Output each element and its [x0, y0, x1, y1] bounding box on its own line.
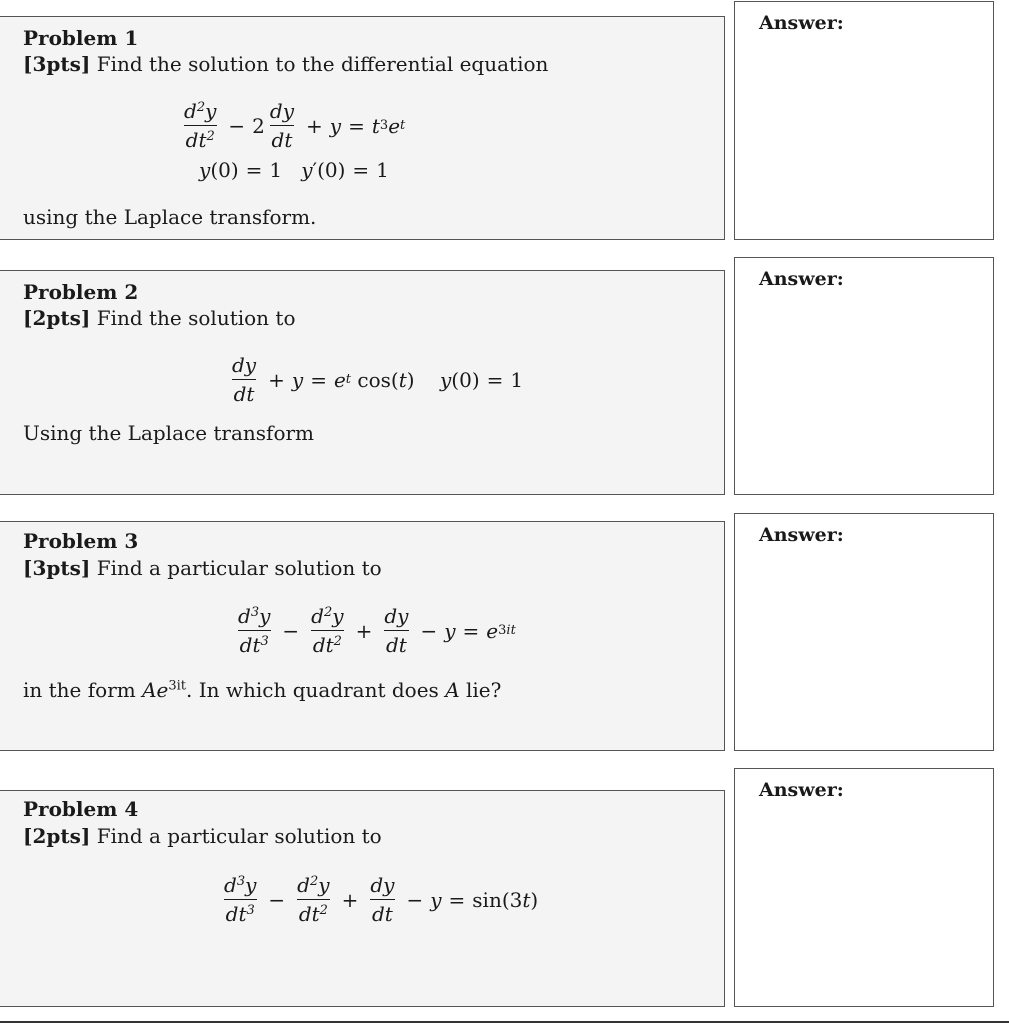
- problem-1-statement: [23, 52, 548, 76]
- problem-3-equation: $\frac{d^3y}{dt^3}$ − $\frac{d^2y}{dt^2}$ + $\frac{dy}{dt}$ − y = e 3it: [238, 604, 516, 657]
- answer-box-3[interactable]: [734, 513, 994, 751]
- problem-3-footer: in the form $Ae^{3it}$. In which quadrant does A lie?: [23, 678, 502, 702]
- problem-1-box: [0, 16, 725, 240]
- problem-3-title: Problem 3: [23, 529, 139, 553]
- problem-2-points: [2pts]: [23, 306, 91, 330]
- answer-box-2[interactable]: [734, 257, 994, 495]
- problem-2-prompt: Find the solution to: [96, 306, 296, 330]
- problem-1-conditions: y (0) = 1 y ′(0) = 1: [199, 158, 389, 182]
- answer-label: Answer:: [759, 268, 844, 290]
- answer-label: Answer:: [759, 12, 844, 34]
- answer-label: Answer:: [759, 524, 844, 546]
- problem-2-box: [0, 270, 725, 495]
- problem-1-points: [3pts]: [23, 52, 91, 76]
- problem-2-statement: [23, 306, 296, 330]
- page-bottom-rule: [0, 1021, 1009, 1023]
- problem-2-equation: $\frac{dy}{dt}$ + y = e t cos( t ) y (0) = 1: [232, 353, 524, 406]
- problem-1-equation: $\frac{d^2y}{dt^2}$ − 2 $\frac{dy}{dt}$ + y = t 3 e t: [184, 99, 406, 152]
- problem-2-title: Problem 2: [23, 280, 139, 304]
- problem-4-prompt: Find a particular solution to: [96, 824, 382, 848]
- problem-4-points: [2pts]: [23, 824, 91, 848]
- problem-1-footer: using the Laplace transform.: [23, 205, 317, 229]
- problem-3-statement: [23, 556, 382, 580]
- problem-4-statement: [23, 824, 382, 848]
- problem-2-footer: Using the Laplace transform: [23, 421, 315, 445]
- problem-3-points: [3pts]: [23, 556, 91, 580]
- answer-box-1[interactable]: [734, 1, 994, 240]
- problem-1-title: Problem 1: [23, 26, 139, 50]
- answer-box-4[interactable]: [734, 768, 994, 1007]
- problem-4-box: [0, 790, 725, 1007]
- problem-1-prompt: Find the solution to the differential equation: [96, 52, 549, 76]
- problem-4-title: Problem 4: [23, 797, 139, 821]
- problem-3-prompt: Find a particular solution to: [96, 556, 382, 580]
- answer-label: Answer:: [759, 779, 844, 801]
- problem-3-box: [0, 521, 725, 751]
- problem-4-equation: $\frac{d^3y}{dt^3}$ − $\frac{d^2y}{dt^2}$ + $\frac{dy}{dt}$ − y = sin(3 t ): [224, 873, 539, 926]
